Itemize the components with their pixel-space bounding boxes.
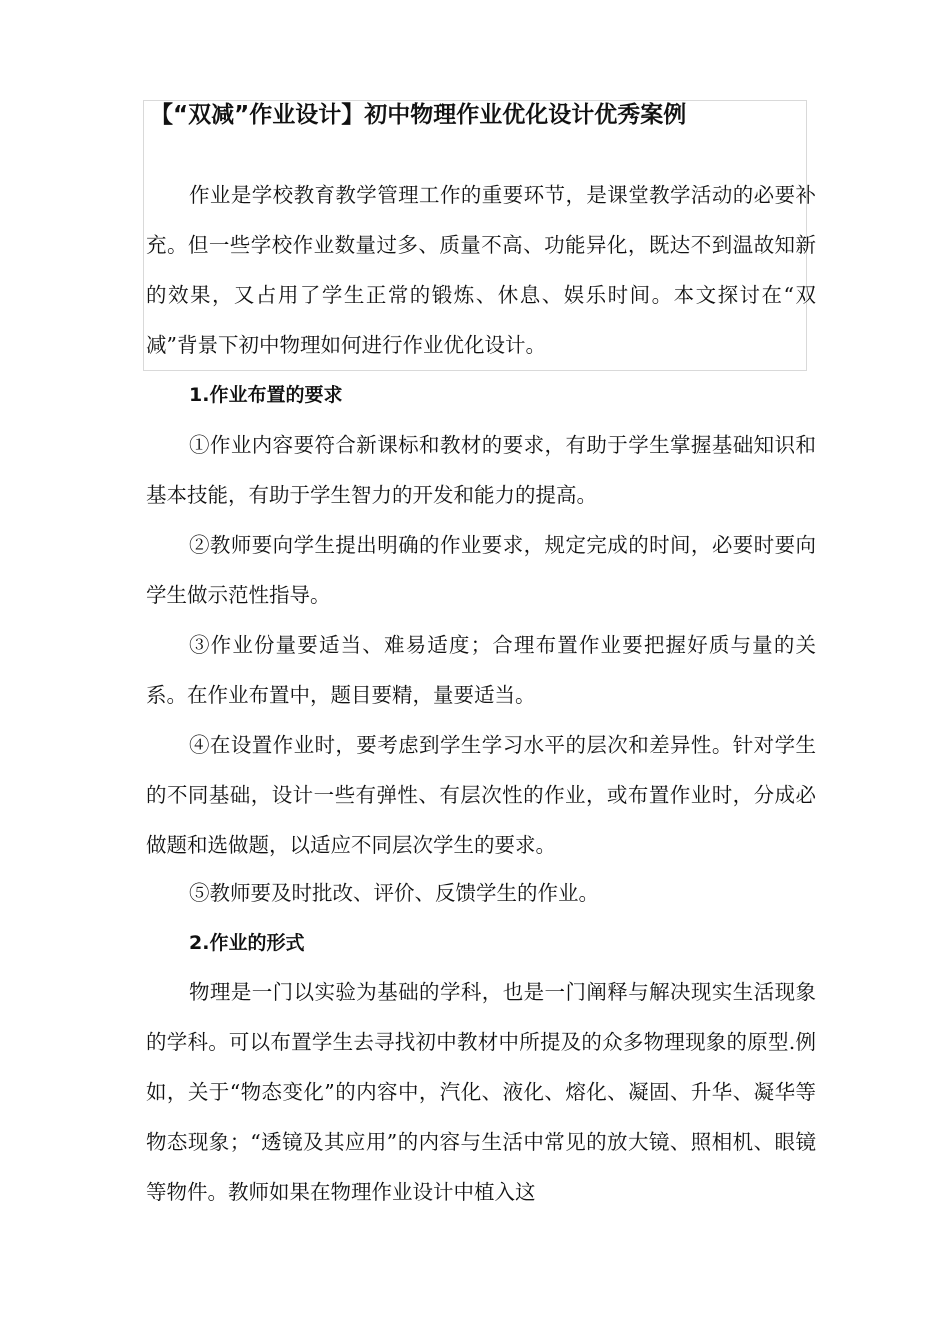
- requirement-item-4: ④在设置作业时，要考虑到学生学习水平的层次和差异性。针对学生的不同基础，设计一些有弹性、有层次性的作业，或布置作业时，分成必做题和选做题，以适应不同层次学生的要求。: [146, 733, 816, 857]
- document-title: 【“双减”作业设计】初中物理作业优化设计优秀案例: [150, 102, 687, 128]
- requirement-item-2: ②教师要向学生提出明确的作业要求，规定完成的时间，必要时要向学生做示范性指导。: [146, 533, 816, 607]
- intro-paragraph: 作业是学校教育教学管理工作的重要环节，是课堂教学活动的必要补充。但一些学校作业数量过多、质量不高、功能异化，既达不到温故知新的效果，又占用了学生正常的锻炼、休息、娱乐时间。本文探讨在“双减”背景下初中物理如何进行作业优化设计。: [146, 183, 816, 357]
- requirement-item-1: ①作业内容要符合新课标和教材的要求，有助于学生掌握基础知识和基本技能，有助于学生智力的开发和能力的提高。: [146, 433, 816, 507]
- requirement-item-5: ⑤教师要及时批改、评价、反馈学生的作业。: [189, 881, 599, 905]
- section-1-heading: 1.作业布置的要求: [189, 384, 343, 406]
- section-2-paragraph: 物理是一门以实验为基础的学科，也是一门阐释与解决现实生活现象的学科。可以布置学生去寻找初中教材中所提及的众多物理现象的原型.例如，关于“物态变化”的内容中，汽化、液化、熔化、凝固、升华、凝华等物态现象；“透镜及其应用”的内容与生活中常见的放大镜、照相机、眼镜等物件。教师如果在物理作业设计中植入这: [146, 980, 816, 1204]
- section-2-heading: 2.作业的形式: [189, 932, 305, 954]
- requirement-item-3: ③作业份量要适当、难易适度；合理布置作业要把握好质与量的关系。在作业布置中，题目要精，量要适当。: [146, 633, 816, 707]
